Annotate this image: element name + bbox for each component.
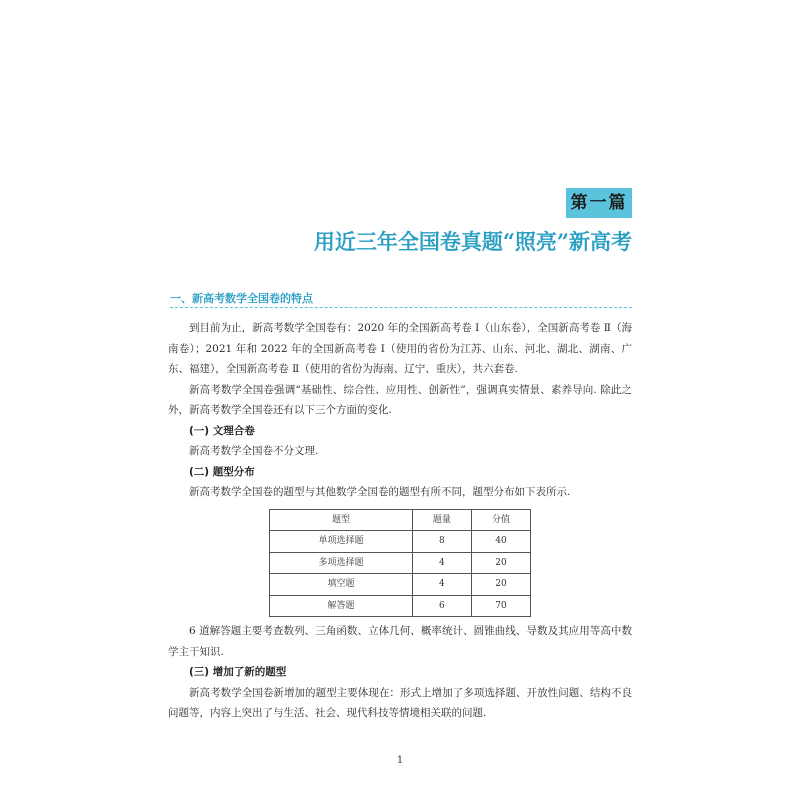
table-cell: 单项选择题 — [270, 531, 413, 553]
body-text — [168, 318, 632, 724]
table-cell: 6 — [412, 595, 471, 617]
paragraph: 6 道解答题主要考查数列、三角函数、立体几何、概率统计、圆锥曲线、导数及其应用等高中数学主干知识. — [168, 625, 632, 658]
table-cell: 4 — [412, 574, 471, 596]
table-cell: 8 — [412, 531, 471, 553]
table-cell: 4 — [412, 552, 471, 574]
sub-heading: (二) 题型分布 — [189, 465, 255, 478]
table-cell: 70 — [471, 595, 530, 617]
table-cell: 多项选择题 — [270, 552, 413, 574]
paragraph: 新高考数学全国卷新增加的题型主要体现在：形式上增加了多项选择题、开放性问题、结构不良问题等，内容上突出了与生活、社会、现代科技等情境相关联的问题. — [168, 686, 632, 719]
section-heading: 一、新高考数学全国卷的特点 — [170, 292, 313, 305]
table-header-cell: 题型 — [270, 509, 413, 531]
paragraph: 新高考数学全国卷强调“基础性、综合性、应用性、创新性”，强调真实情景、素养导向. 除此之外，新高考数学全国卷还有以下三个方面的变化. — [168, 383, 632, 416]
table-row — [270, 531, 531, 553]
paragraph: 新高考数学全国卷的题型与其他数学全国卷的题型有所不同，题型分布如下表所示. — [189, 486, 571, 498]
table-header-cell: 题量 — [412, 509, 471, 531]
table-row — [270, 574, 531, 596]
paragraph: 新高考数学全国卷不分文理. — [189, 445, 319, 457]
table-cell: 填空题 — [270, 574, 413, 596]
part-label: 第一篇 — [566, 188, 632, 218]
sub-heading: (一) 文理合卷 — [189, 424, 255, 437]
paragraph: 到目前为止，新高考数学全国卷有：2020 年的全国新高考卷 Ⅰ（山东卷），全国新高考卷 Ⅱ（海南卷）；2021 年和 2022 年的全国新高考卷 Ⅰ（使用的省份为江苏、山东、河北、湖北、湖南、广东、福建），全国新高考卷 Ⅱ（使用的省份为海南、辽宁、重庆），共六套卷. — [168, 322, 632, 375]
table-row — [270, 595, 531, 617]
section-divider — [170, 307, 632, 308]
table-cell: 20 — [471, 574, 530, 596]
page-number: 1 — [396, 755, 404, 766]
table-cell: 20 — [471, 552, 530, 574]
part-title: 用近三年全国卷真题“照亮”新高考 — [313, 229, 632, 254]
table-header-cell: 分值 — [471, 509, 530, 531]
table-row — [270, 552, 531, 574]
question-type-table — [269, 509, 531, 618]
table-cell: 40 — [471, 531, 530, 553]
sub-heading: (三) 增加了新的题型 — [189, 666, 287, 678]
table-header-row — [270, 509, 531, 531]
table-cell: 解答题 — [270, 595, 413, 617]
